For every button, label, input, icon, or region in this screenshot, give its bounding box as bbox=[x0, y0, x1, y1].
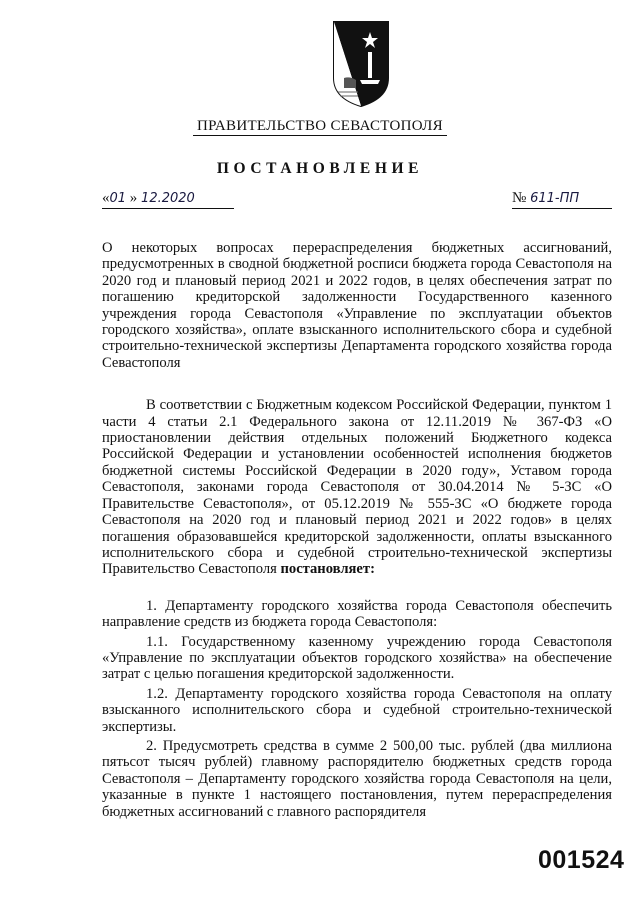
sevastopol-coat-of-arms-icon bbox=[330, 18, 392, 108]
preamble bbox=[102, 397, 612, 577]
item-1-1: 1.1. Государственному казенному учреждению города Севастополя «Управление по эксплуатации объектов городского хозяйства» на обеспечение затрат с целью погашения кредиторской задолженности. bbox=[102, 633, 612, 683]
preamble-text: В соответствии с Бюджетным кодексом Российской Федерации, пунктом 1 части 4 статьи 2.1 Федерального закона от 12.11.2019 № 367-ФЗ «О приостановлении действия отдельных положений Бюджетного кодекса Российской Федерации и установлении особенностей исполнения бюджетов бюджетной системы Российской Федерации в 2020 году», Уставом города Севастополя, законами города Севастополя от 30.04.2014 № 5-ЗС «О Правительстве Севастополя», от 05.12.2019 № 555-ЗС «О бюджете города Севастополя на 2020 год и плановый период 2021 и 2022 годов» в целях погашения образовавшейся кредиторской задолженности, оплаты взысканного исполнительского сбора и судебной строительно-технической экспертизы Правительство Севастополя bbox=[102, 397, 612, 578]
item-2: 2. Предусмотреть средства в сумме 2 500,00 тыс. рублей (два миллиона пятьсот тысяч рублей) главному распорядителю бюджетных средств города Севастополя – Департаменту городского хозяйства города Севастополя на цели, указанные в пункте 1 настоящего постановления, путем перераспределения бюджетных ассигнований с главного распорядителя bbox=[102, 737, 612, 820]
government-name bbox=[0, 118, 640, 135]
document-type-title: ПОСТАНОВЛЕНИЕ bbox=[216, 160, 424, 177]
decree-subject: О некоторых вопросах перераспределения бюджетных ассигнований, предусмотренных в сводной бюджетной росписи бюджета города Севастополя на 2020 год и плановый период 2021 и 2022 годов, в целях обеспечения затрат по погашению кредиторской задолженности Государственного казенного учреждения города Севастополя «Управление по эксплуатации объектов городского хозяйства», оплате взысканного исполнительского сбора и судебной строительно-технической экспертизы Департамента городского хозяйства города Севастополя bbox=[102, 240, 612, 371]
form-serial-number: 001524 bbox=[538, 846, 625, 874]
date-close-quote: » bbox=[129, 190, 138, 206]
item-1-2: 1.2. Департаменту городского хозяйства города Севастополя на оплату взысканного исполнительского сбора и судебной строительно-технической экспертизы. bbox=[102, 685, 612, 735]
item-1: 1. Департаменту городского хозяйства города Севастополя обеспечить направление средств из бюджета города Севастополя: bbox=[102, 597, 612, 631]
preamble-decree-word: постановляет: bbox=[280, 561, 375, 578]
decree-number bbox=[512, 190, 612, 209]
date-open-quote: « bbox=[102, 190, 110, 206]
number-value: 611-ПП bbox=[530, 191, 580, 206]
decree-date bbox=[102, 190, 234, 209]
date-day: 01 bbox=[109, 191, 127, 206]
government-name-text: ПРАВИТЕЛЬСТВО СЕВАСТОПОЛЯ bbox=[193, 118, 447, 136]
number-sign: № bbox=[512, 190, 527, 206]
date-month-year: 12.2020 bbox=[141, 191, 195, 206]
document-body bbox=[102, 240, 612, 820]
